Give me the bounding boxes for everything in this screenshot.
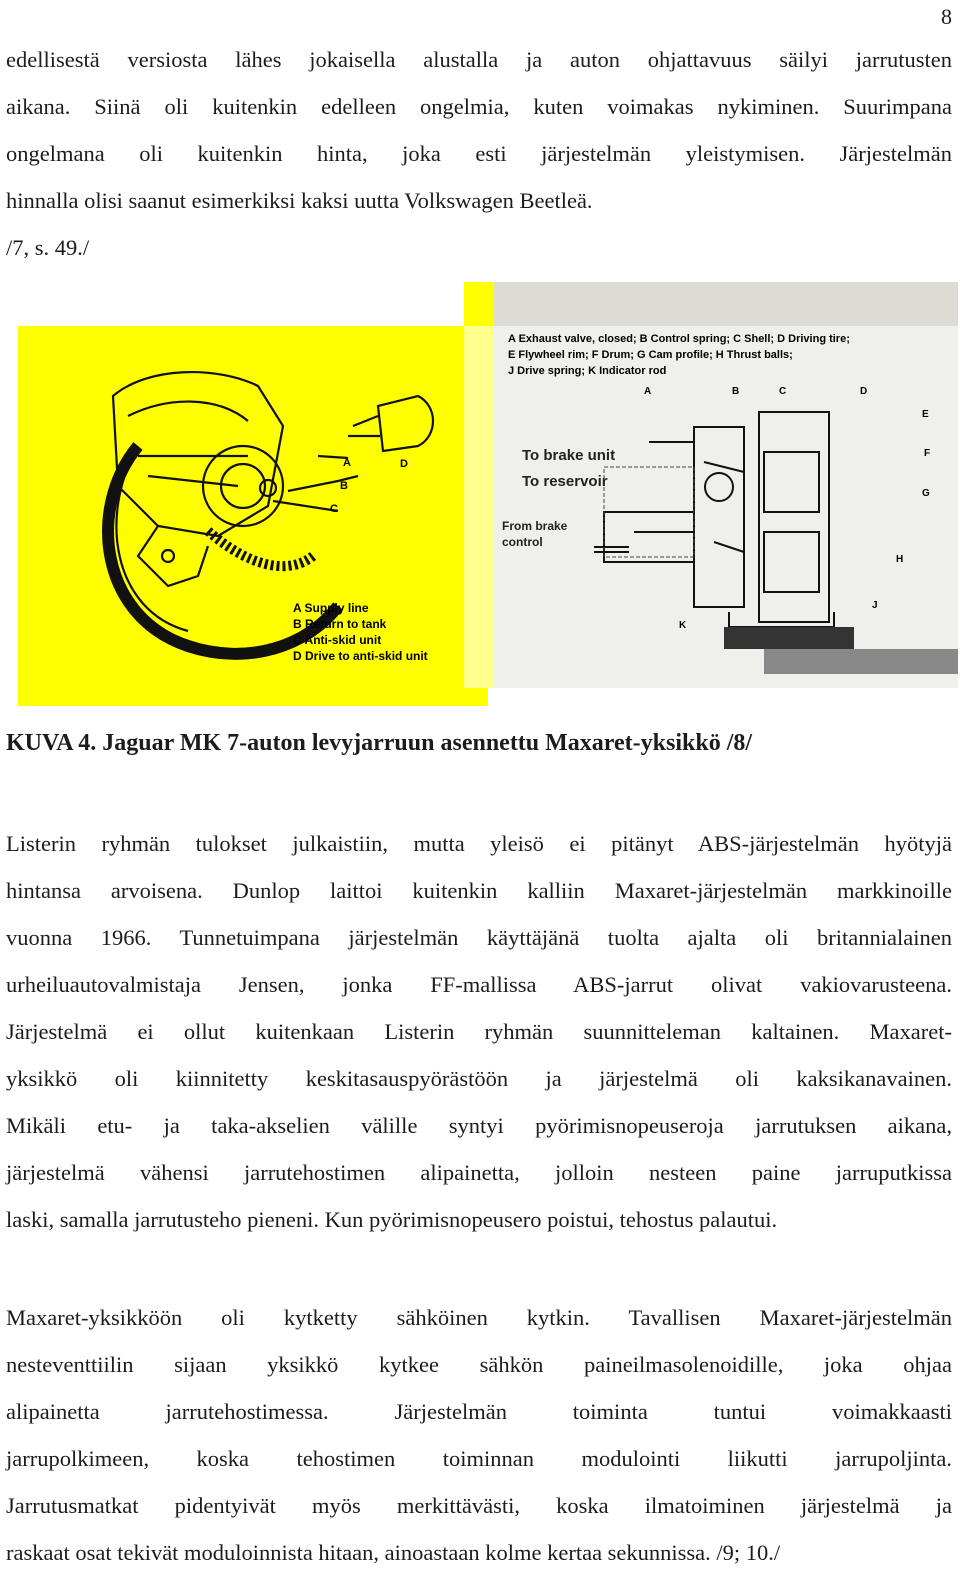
figure-caption: KUVA 4. Jaguar MK 7-auton levyjarruun asennettu Maxaret-yksikkö /8/	[6, 730, 753, 756]
legend-line: C Anti-skid unit	[293, 633, 382, 647]
text-line: urheiluautovalmistaja Jensen, jonka FF-mallissa ABS-jarrut olivat vakiovarusteena.	[6, 972, 952, 997]
base-block	[724, 627, 854, 649]
legend-line: J Drive spring; K Indicator rod	[508, 365, 667, 377]
legend-line: E Flywheel rim; F Drum; G Cam profile; H Thrust balls;	[508, 349, 793, 361]
from-brake-label: control	[502, 535, 543, 549]
brake-disc-figure	[18, 326, 488, 706]
text-line: raskaat osat tekivät moduloinnista hitaan, ainoastaan kolme kertaa sekunnissa. /9; 10./	[6, 1540, 781, 1565]
text-line: ongelmana oli kuitenkin hinta, joka esti järjestelmän yleistymisen. Järjestelmän	[6, 141, 952, 166]
text-line: Järjestelmä ei ollut kuitenkaan Listerin ryhmän suunnitteleman kaltainen. Maxaret-	[6, 1019, 952, 1044]
letter-g: G	[922, 488, 930, 499]
letter-f: F	[924, 448, 931, 459]
label-b: B	[340, 480, 348, 492]
text-line: nesteventtiilin sijaan yksikkö kytkee sähkön paineilmasolenoidille, joka ohjaa	[6, 1352, 952, 1377]
letter-h: H	[896, 554, 904, 565]
text-line: Listerin ryhmän tulokset julkaistiin, mutta yleisö ei pitänyt ABS-järjestelmän hyötyjä	[6, 831, 952, 856]
label-a: A	[343, 457, 351, 469]
label-c: C	[330, 503, 338, 515]
text-line: edellisestä versiosta lähes jokaisella alustalla ja auton ohjattavuus säilyi jarrutusten	[6, 47, 952, 72]
legend-line: A Supply line	[293, 601, 369, 615]
legend-line: D Drive to anti-skid unit	[293, 649, 428, 663]
paragraph-3	[6, 1294, 952, 1576]
from-brake-label: From brake	[502, 519, 568, 533]
letter-b: B	[732, 386, 740, 397]
text-line: Jarrutusmatkat pidentyivät myös merkittävästi, koska ilmatoiminen järjestelmä ja	[6, 1493, 952, 1518]
text-line: /7, s. 49./	[6, 235, 90, 260]
text-line: yksikkö oli kiinnitetty keskitasauspyörästöön ja järjestelmä oli kaksikanavainen.	[6, 1066, 952, 1091]
legend-line: B Return to tank	[293, 617, 387, 631]
page-number: 8	[941, 4, 952, 29]
letter-k: K	[679, 620, 687, 631]
text-line: vuonna 1966. Tunnetuimpana järjestelmän käyttäjänä tuolta ajalta oli britannialainen	[6, 925, 952, 950]
white-panel	[464, 326, 958, 688]
paragraph-2	[6, 820, 952, 1243]
maxaret-section-figure	[464, 282, 958, 688]
base-plate	[764, 649, 958, 674]
letter-d: D	[860, 386, 868, 397]
letter-j: J	[872, 600, 878, 611]
to-brake-label: To brake unit	[522, 447, 616, 464]
label-d: D	[400, 458, 408, 470]
paragraph-1	[6, 36, 952, 271]
text-line: Maxaret-yksikköön oli kytketty sähköinen kytkin. Tavallisen Maxaret-järjestelmän	[6, 1305, 952, 1330]
text-line: hintansa arvoisena. Dunlop laittoi kuitenkin kalliin Maxaret-järjestelmän markkinoille	[6, 878, 952, 903]
text-line: jarrupolkimeen, koska tehostimen toiminnan modulointi liikutti jarrupoljinta.	[6, 1446, 952, 1471]
letter-c: C	[779, 386, 787, 397]
text-line: järjestelmä vähensi jarrutehostimen alipainetta, jolloin nesteen paine jarruputkissa	[6, 1160, 952, 1185]
text-line: aikana. Siinä oli kuitenkin edelleen ongelmia, kuten voimakas nykiminen. Suurimpana	[6, 94, 952, 119]
letter-a: A	[644, 386, 652, 397]
text-line: laski, samalla jarrutusteho pieneni. Kun pyörimisnopeusero poistui, tehostus palautui.	[6, 1207, 778, 1232]
letter-e: E	[922, 409, 929, 420]
text-line: alipainetta jarrutehostimessa. Järjestelmän toiminta tuntui voimakkaasti	[6, 1399, 952, 1424]
text-line: Mikäli etu- ja taka-akselien välille syntyi pyörimisnopeuseroja jarrutuksen aikana,	[6, 1113, 952, 1138]
legend-line: A Exhaust valve, closed; B Control spring; C Shell; D Driving tire;	[508, 333, 850, 345]
text-line: hinnalla olisi saanut esimerkiksi kaksi uutta Volkswagen Beetleä.	[6, 188, 593, 213]
to-reservoir-label: To reservoir	[522, 473, 608, 490]
